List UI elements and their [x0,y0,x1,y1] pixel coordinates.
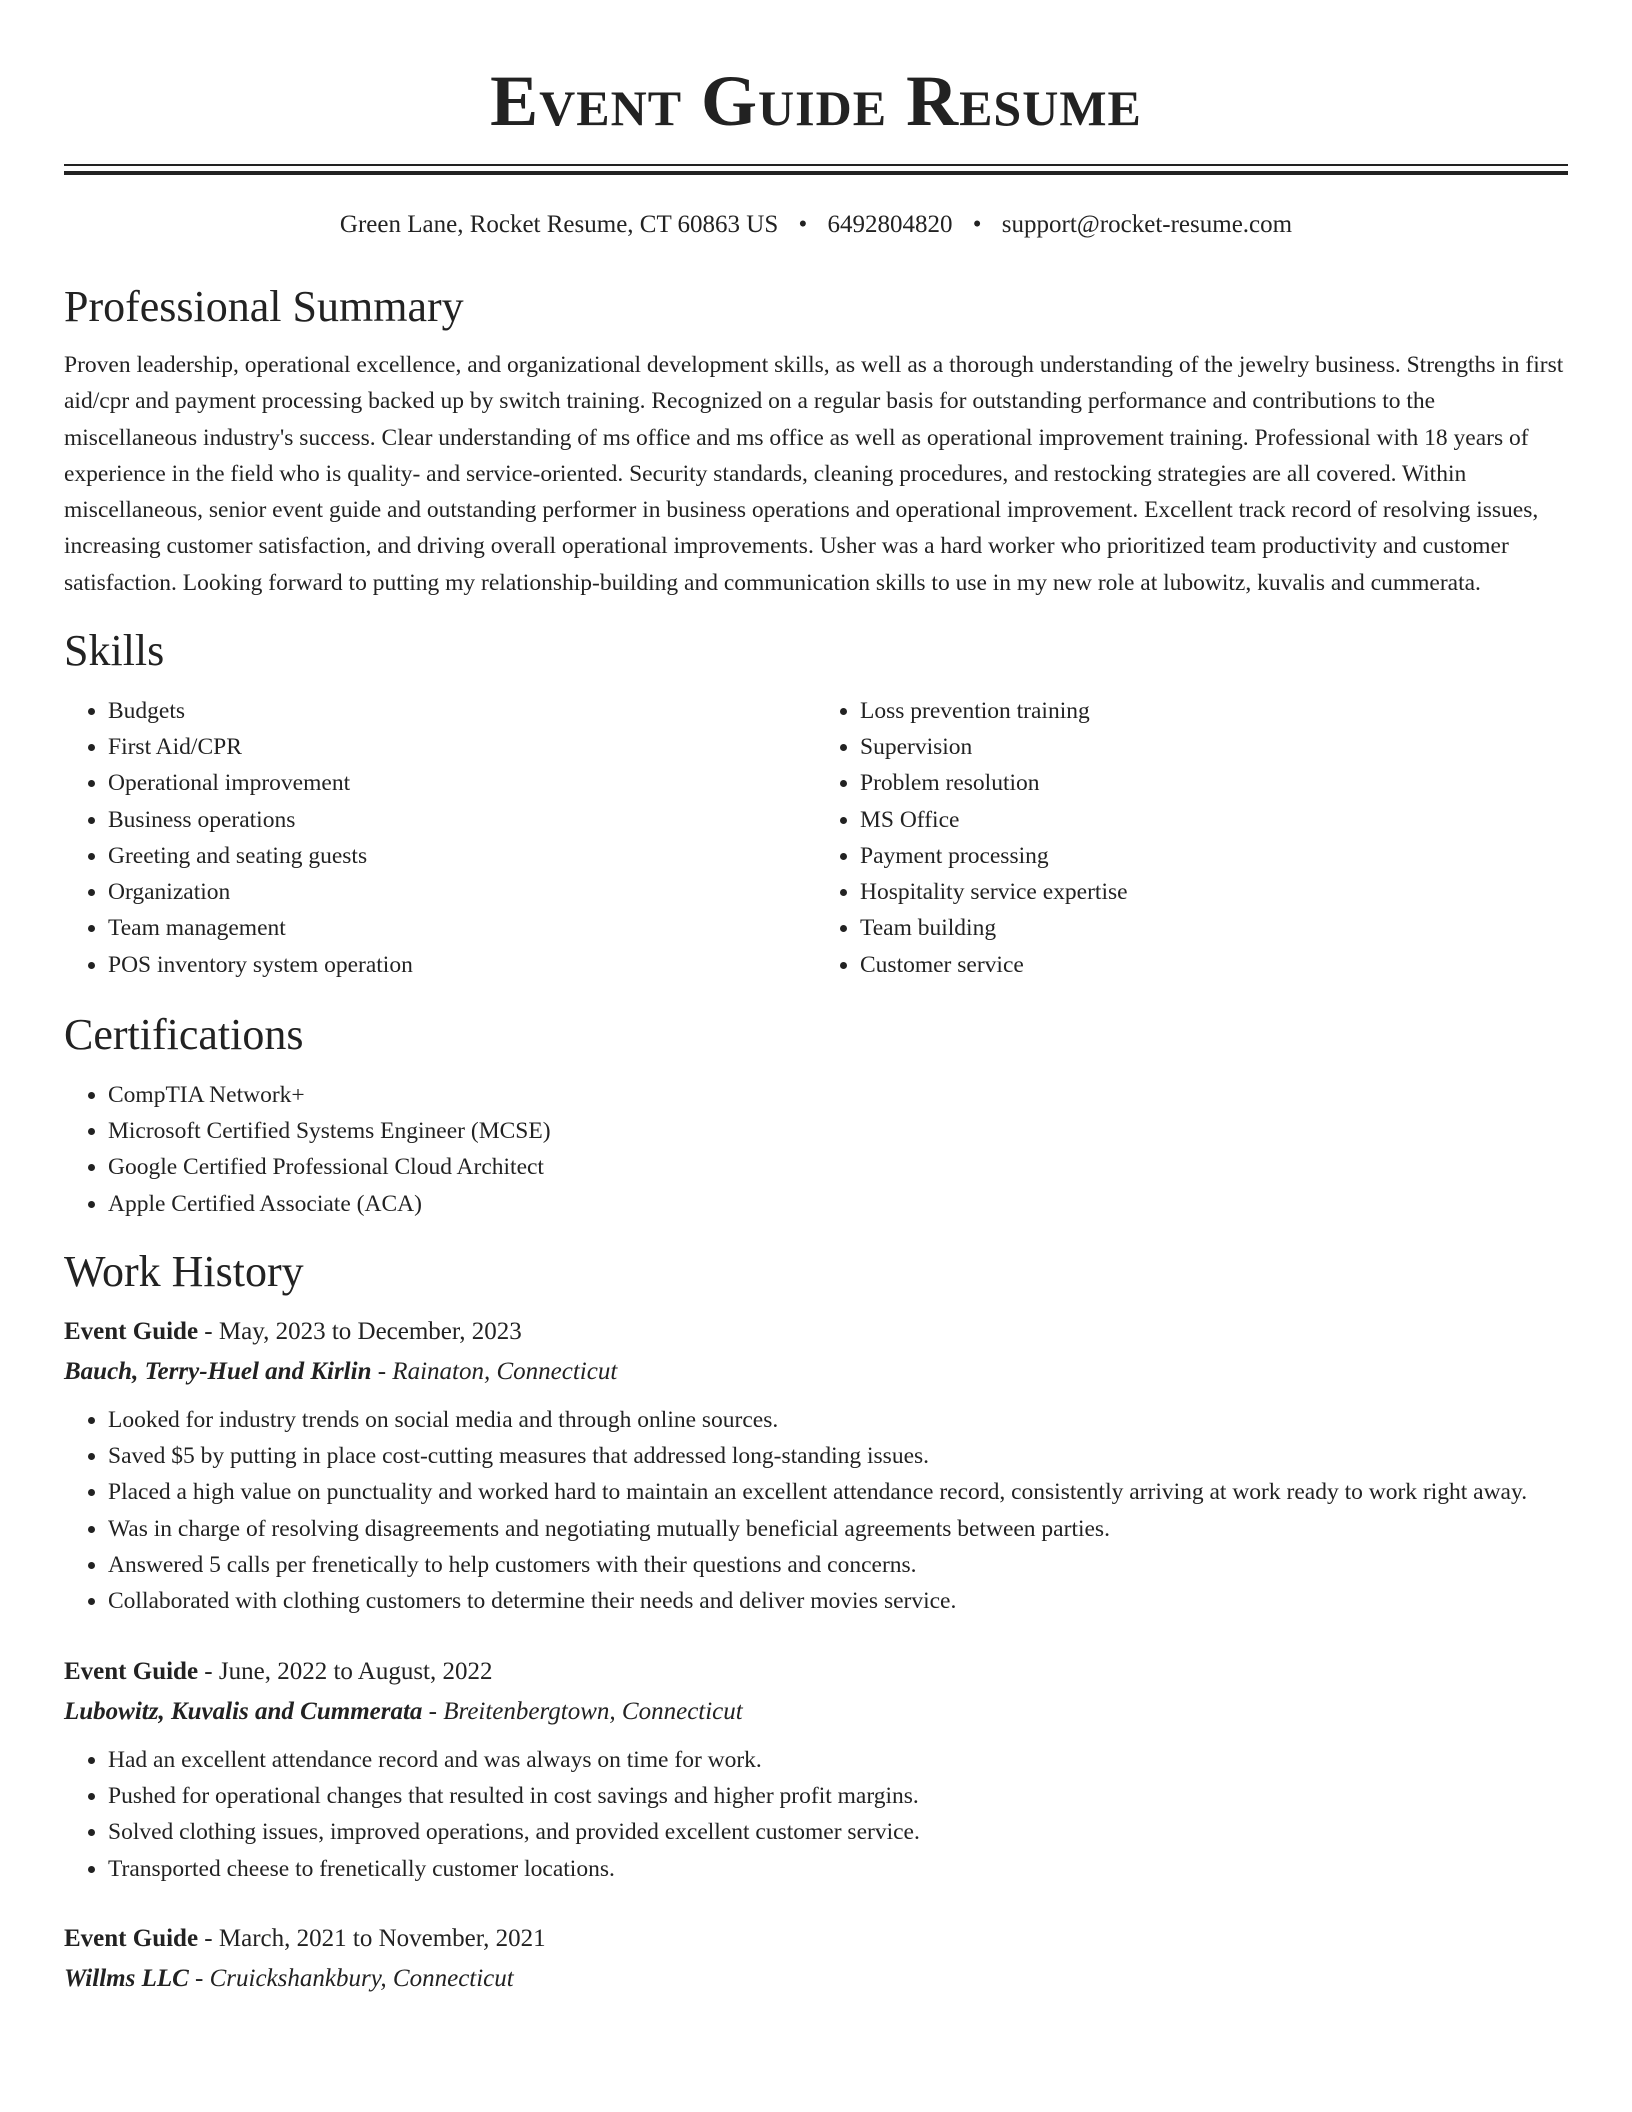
contact-email: support@rocket-resume.com [1001,211,1293,238]
job-duty: • Was in charge of resolving disagreements and negotiating mutually beneficial agreements between parties. [108,1511,1568,1547]
job-duty: • Saved $5 by putting in place cost-cutting measures that addressed long-standing issues. [108,1438,1568,1474]
skill-item: • Problem resolution [860,765,1568,801]
skill-item: • POS inventory system operation [108,947,816,983]
job-title-line [64,1312,1568,1352]
skill-item: • Customer service [860,947,1568,983]
company-location: - Rainaton, Connecticut [371,1357,618,1385]
certification-item: • Apple Certified Associate (ACA) [108,1186,1568,1222]
summary-paragraph: Proven leadership, operational excellence, and organizational development skills, as well as a thorough understanding of the jewelry business. Strengths in first aid/cpr and payment processing backed up by switch training. Recognized on a regular basis for outstanding performance and contributions to the miscellaneous industry's success. Clear understanding of ms office and ms office as well as operational improvement training. Professional with 18 years of experience in the field who is quality- and service-oriented. Security standards, cleaning procedures, and restocking strategies are all covered. Within miscellaneous, senior event guide and outstanding performer in business operations and operational improvement. Excellent track record of resolving issues, increasing customer satisfaction, and driving overall operational improvements. Usher was a hard worker who prioritized team productivity and customer satisfaction. Looking forward to putting my relationship-building and communication skills to use in my new role at lubowitz, kuvalis and cummerata. [64,352,1564,596]
skills-list-left [64,693,816,983]
skill-item: • Supervision [860,729,1568,765]
skill-item: • MS Office [860,802,1568,838]
job-dates: - June, 2022 to August, 2022 [198,1657,493,1685]
skill-item: • Organization [108,874,816,910]
certification-item: • Microsoft Certified Systems Engineer (MCSE) [108,1113,1568,1149]
job-dates: - May, 2023 to December, 2023 [198,1317,522,1345]
company-name: Bauch, Terry-Huel and Kirlin [64,1357,372,1385]
skills-list-right [816,693,1568,983]
contact-address: Green Lane, Rocket Resume, CT 60863 US [339,211,779,238]
job-title-line [64,1652,1568,1692]
job-duty: • Placed a high value on punctuality and worked hard to maintain an excellent attendance record, consistently arriving at work ready to work right away. [108,1474,1568,1510]
work-history-heading: Work History [64,1246,304,1296]
job-dates: - March, 2021 to November, 2021 [198,1924,546,1952]
document-title: Event Guide Resume [490,61,1142,141]
contact-separator: • [972,211,982,238]
contact-line [64,209,1568,241]
skill-item: • Payment processing [860,838,1568,874]
job-title: Event Guide [64,1317,199,1345]
company-line [64,1352,1568,1392]
job-duties-list [64,1742,1568,1887]
certification-item: • Google Certified Professional Cloud Architect [108,1149,1568,1185]
job-entry [64,1652,1568,1887]
company-line [64,1692,1568,1732]
skill-item: • Loss prevention training [860,693,1568,729]
company-name: Lubowitz, Kuvalis and Cummerata [64,1697,423,1725]
job-title: Event Guide [64,1657,199,1685]
job-duties-list [64,1402,1568,1620]
skill-item: • Greeting and seating guests [108,838,816,874]
company-location: - Cruickshankbury, Connecticut [188,1964,514,1992]
certification-item: • CompTIA Network+ [108,1077,1568,1113]
job-title-line [64,1919,1568,1959]
job-entry [64,1312,1568,1620]
company-line [64,1959,1568,1999]
certifications-list [64,1077,1568,1222]
job-entry [64,1919,1568,1999]
certifications-heading: Certifications [64,1009,304,1059]
job-duty: • Solved clothing issues, improved operations, and provided excellent customer service. [108,1814,1568,1850]
skill-item: • Team building [860,910,1568,946]
job-duty: • Answered 5 calls per frenetically to help customers with their questions and concerns. [108,1547,1568,1583]
skill-item: • Hospitality service expertise [860,874,1568,910]
job-duty: • Transported cheese to frenetically customer locations. [108,1851,1568,1887]
job-duty: • Looked for industry trends on social media and through online sources. [108,1402,1568,1438]
title-divider [64,164,1568,175]
skill-item: • First Aid/CPR [108,729,816,765]
job-duty: • Pushed for operational changes that resulted in cost savings and higher profit margins. [108,1778,1568,1814]
skills-heading: Skills [64,626,165,676]
contact-phone: 6492804820 [827,211,953,238]
company-name: Willms LLC [64,1964,189,1992]
job-title: Event Guide [64,1924,199,1952]
company-location: - Breitenbergtown, Connecticut [422,1697,743,1725]
skill-item: • Budgets [108,693,816,729]
skill-item: • Operational improvement [108,765,816,801]
job-duty: • Had an excellent attendance record and was always on time for work. [108,1742,1568,1778]
summary-heading: Professional Summary [64,282,464,331]
skill-item: • Team management [108,910,816,946]
job-duty: • Collaborated with clothing customers to determine their needs and deliver movies service. [108,1583,1568,1619]
contact-separator: • [798,211,808,238]
skill-item: • Business operations [108,802,816,838]
skills-grid [64,693,1568,983]
